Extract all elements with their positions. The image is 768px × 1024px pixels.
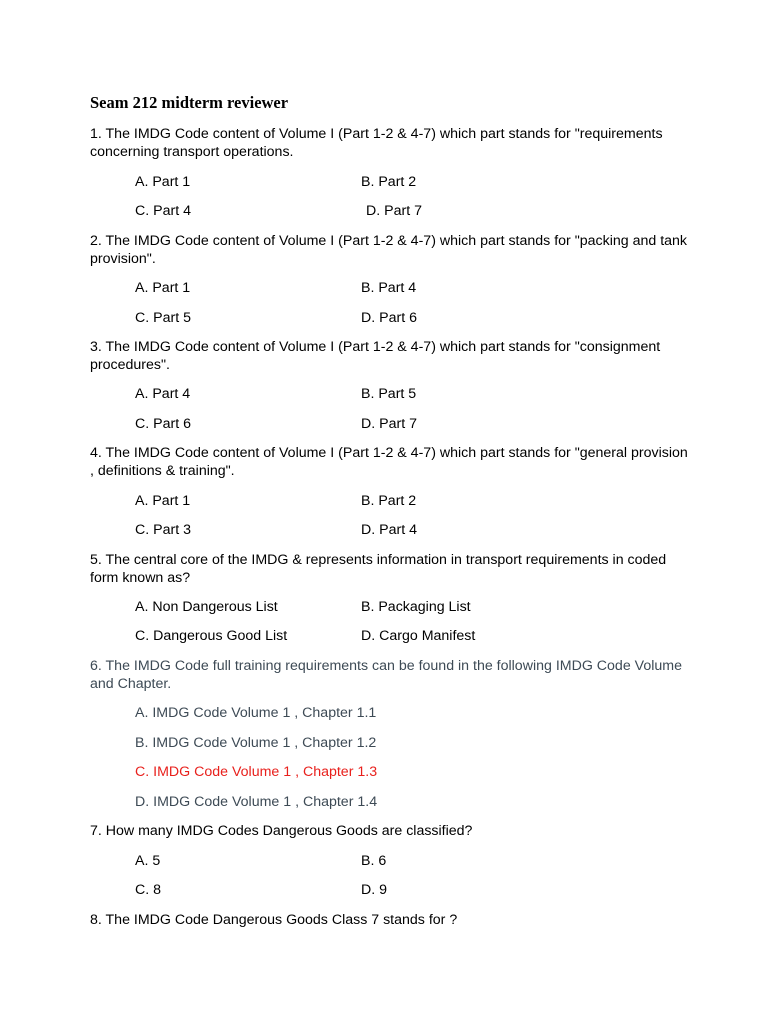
q5-option-c: C. Dangerous Good List xyxy=(135,628,288,644)
q6-option-b: B. IMDG Code Volume 1 , Chapter 1.2 xyxy=(135,735,377,751)
q4-option-b: B. Part 2 xyxy=(361,493,417,509)
q1-option-b: B. Part 2 xyxy=(361,174,417,190)
q4-option-d: D. Part 4 xyxy=(361,522,417,538)
q7-option-c: C. 8 xyxy=(135,882,162,898)
q2-option-d: D. Part 6 xyxy=(361,310,417,326)
question-3: 3. The IMDG Code content of Volume I (Part 1-2 & 4-7) which part stands for "consignment procedures". xyxy=(90,339,661,373)
q3-option-b: B. Part 5 xyxy=(361,386,417,402)
q4-option-c: C. Part 3 xyxy=(135,522,191,538)
q6-option-a: A. IMDG Code Volume 1 , Chapter 1.1 xyxy=(135,705,377,721)
question-7: 7. How many IMDG Codes Dangerous Goods are classified? xyxy=(90,823,473,839)
question-5: 5. The central core of the IMDG & represents information in transport requirements in coded form known as? xyxy=(90,552,667,586)
question-6: 6. The IMDG Code full training requirements can be found in the following IMDG Code Volume and Chapter. xyxy=(90,658,682,692)
q7-option-d: D. 9 xyxy=(361,882,388,898)
q3-option-d: D. Part 7 xyxy=(361,416,417,432)
q6-option-c-answer: C. IMDG Code Volume 1 , Chapter 1.3 xyxy=(135,764,378,780)
q5-option-a: A. Non Dangerous List xyxy=(135,599,278,615)
q3-option-a: A. Part 4 xyxy=(135,386,191,402)
q7-option-b: B. 6 xyxy=(361,853,387,869)
question-2: 2. The IMDG Code content of Volume I (Part 1-2 & 4-7) which part stands for "packing and tank provision". xyxy=(90,233,688,267)
q5-option-d: D. Cargo Manifest xyxy=(361,628,476,644)
question-8: 8. The IMDG Code Dangerous Goods Class 7 stands for ? xyxy=(90,912,458,928)
page-title: Seam 212 midterm reviewer xyxy=(90,93,289,112)
q3-option-c: C. Part 6 xyxy=(135,416,191,432)
q7-option-a: A. 5 xyxy=(135,853,161,869)
q2-option-c: C. Part 5 xyxy=(135,310,191,326)
question-1: 1. The IMDG Code content of Volume I (Part 1-2 & 4-7) which part stands for "requirements concerning transport operations. xyxy=(90,126,663,160)
q5-option-b: B. Packaging List xyxy=(361,599,471,615)
q1-option-c: C. Part 4 xyxy=(135,203,191,219)
q4-option-a: A. Part 1 xyxy=(135,493,191,509)
question-4: 4. The IMDG Code content of Volume I (Part 1-2 & 4-7) which part stands for "general provision , definitions & training". xyxy=(90,445,688,479)
q6-option-d: D. IMDG Code Volume 1 , Chapter 1.4 xyxy=(135,794,378,810)
q1-option-d: D. Part 7 xyxy=(366,203,422,219)
q1-option-a: A. Part 1 xyxy=(135,174,191,190)
q2-option-b: B. Part 4 xyxy=(361,280,417,296)
q2-option-a: A. Part 1 xyxy=(135,280,191,296)
